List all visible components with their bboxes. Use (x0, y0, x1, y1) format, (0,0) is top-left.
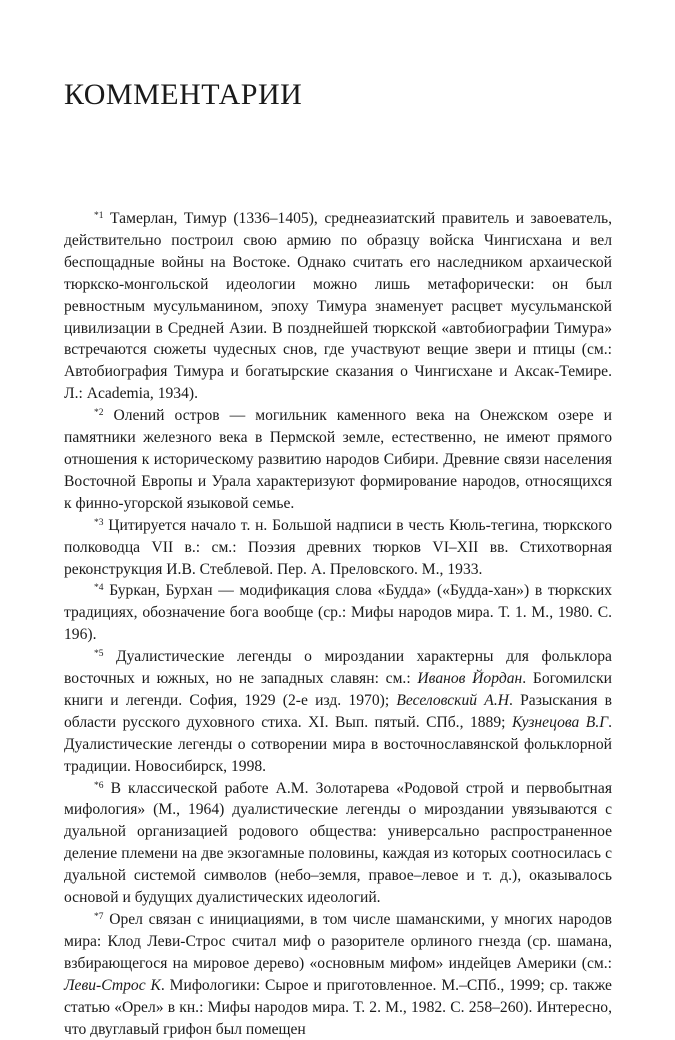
comment-note (64, 208, 612, 405)
page-title: КОММЕНТАРИИ (64, 78, 303, 111)
note-text: Тамерлан, Тимур (1336–1405), среднеазиатский правитель и завоеватель, действительно построил свою армию по образцу войска Чингисхана и вел беспощадные войны на Востоке. Однако считать его наследником архаической тюркско-монгольской идеологии можно лишь метафорически: он был ревностным мусульманином, эпоху Тимура знаменует расцвет мусульманской цивилизации в Средней Азии. В позднейшей тюркской «автобиографии Тимура» встречаются сюжеты чудесных снов, где участвуют вещие звери и птицы (см.: Автобиография Тимура и богатырские сказания о Чингисхане и Аксак-Темире. Л.: Academia, 1934). (64, 210, 612, 403)
note-text: . Разыскания в области русского духовного стиха. XI. Вып. пятый. СПб., 1889; (64, 691, 613, 731)
note-marker: *7 (94, 912, 104, 922)
comment-note (64, 580, 612, 646)
comment-note (64, 909, 612, 1040)
note-marker: *4 (94, 583, 104, 594)
comment-note (64, 778, 612, 909)
note-marker: *6 (94, 780, 104, 791)
note-author-italic: Леви-Строс К (64, 976, 161, 994)
note-marker: *3 (94, 517, 104, 528)
note-text: Буркан, Бурхан — модификация слова «Будда» («Будда-хан») в тюркских традициях, обозначение бога вообще (ср.: Мифы народов мира. Т. 1. М., 1980. С. 196). (64, 582, 612, 644)
note-marker: *1 (94, 211, 104, 221)
note-text: . Богомилски книги и легенди. София, 1929 (2-е изд. 1970); (64, 670, 612, 709)
note-text: . Дуалистические легенды о сотворении мира в восточнославянской фольклорной традиции. Новосибирск, 1998. (64, 713, 612, 775)
comments-body (64, 208, 612, 1040)
comment-note (64, 646, 612, 777)
note-author-italic: Веселовский А.Н (396, 691, 509, 709)
note-marker: *2 (94, 408, 104, 419)
note-text: Дуалистические легенды о мироздании характерны для фольклора восточных и южных, но не западных славян: см.: (64, 648, 612, 688)
note-text: . Мифологики: Сырое и приготовленное. М.–СПб., 1999; ср. также статью «Орел» в кн.: Мифы народов мира. Т. 2. М., 1982. С. 258–260). Интересно, что двуглавый грифон был помещен (64, 976, 612, 1038)
note-marker: *5 (94, 649, 104, 660)
note-text: Цитируется начало т. н. Большой надписи в честь Кюль-тегина, тюркского полководца VII в.: см.: Поэзия древних тюрков VI–XII вв. Стихотворная реконструкция И.В. Стеблевой. Пер. А. Преловского. М., 1933. (64, 516, 612, 578)
note-author-italic: Кузнецова В.Г (511, 713, 609, 731)
note-text: Орел связан с инициациями, в том числе шаманскими, у многих народов мира: Клод Леви-Строс считал миф о разорителе орлиного гнезда (ср. шамана, взбирающегося на мировое дерево) «основным мифом» индейцев Америки (см.: (64, 911, 612, 972)
note-text: Олений остров — могильник каменного века на Онежском озере и памятники железного века в Пермской земле, естественно, не имеют прямого отношения к историческому развитию народов Сибири. Древние связи населения Восточной Европы и Урала характеризуют формирование народов, относящихся к финно-угорской языковой семье. (64, 407, 612, 512)
note-text: В классической работе А.М. Золотарева «Родовой строй и первобытная мифология» (М., 1964) дуалистические легенды о мироздании увязываются с дуальной организацией родового общества: универсально распространенное деление племени на две экзогамные половины, каждая из которых соотносилась с дуальной системой символов (небо–земля, правое–левое и т. д.), оказывалось основой и будущих дуалистических идеологий. (64, 779, 612, 907)
comment-note (64, 515, 612, 581)
comment-note (64, 405, 612, 515)
note-author-italic: Иванов Йордан (417, 670, 523, 688)
